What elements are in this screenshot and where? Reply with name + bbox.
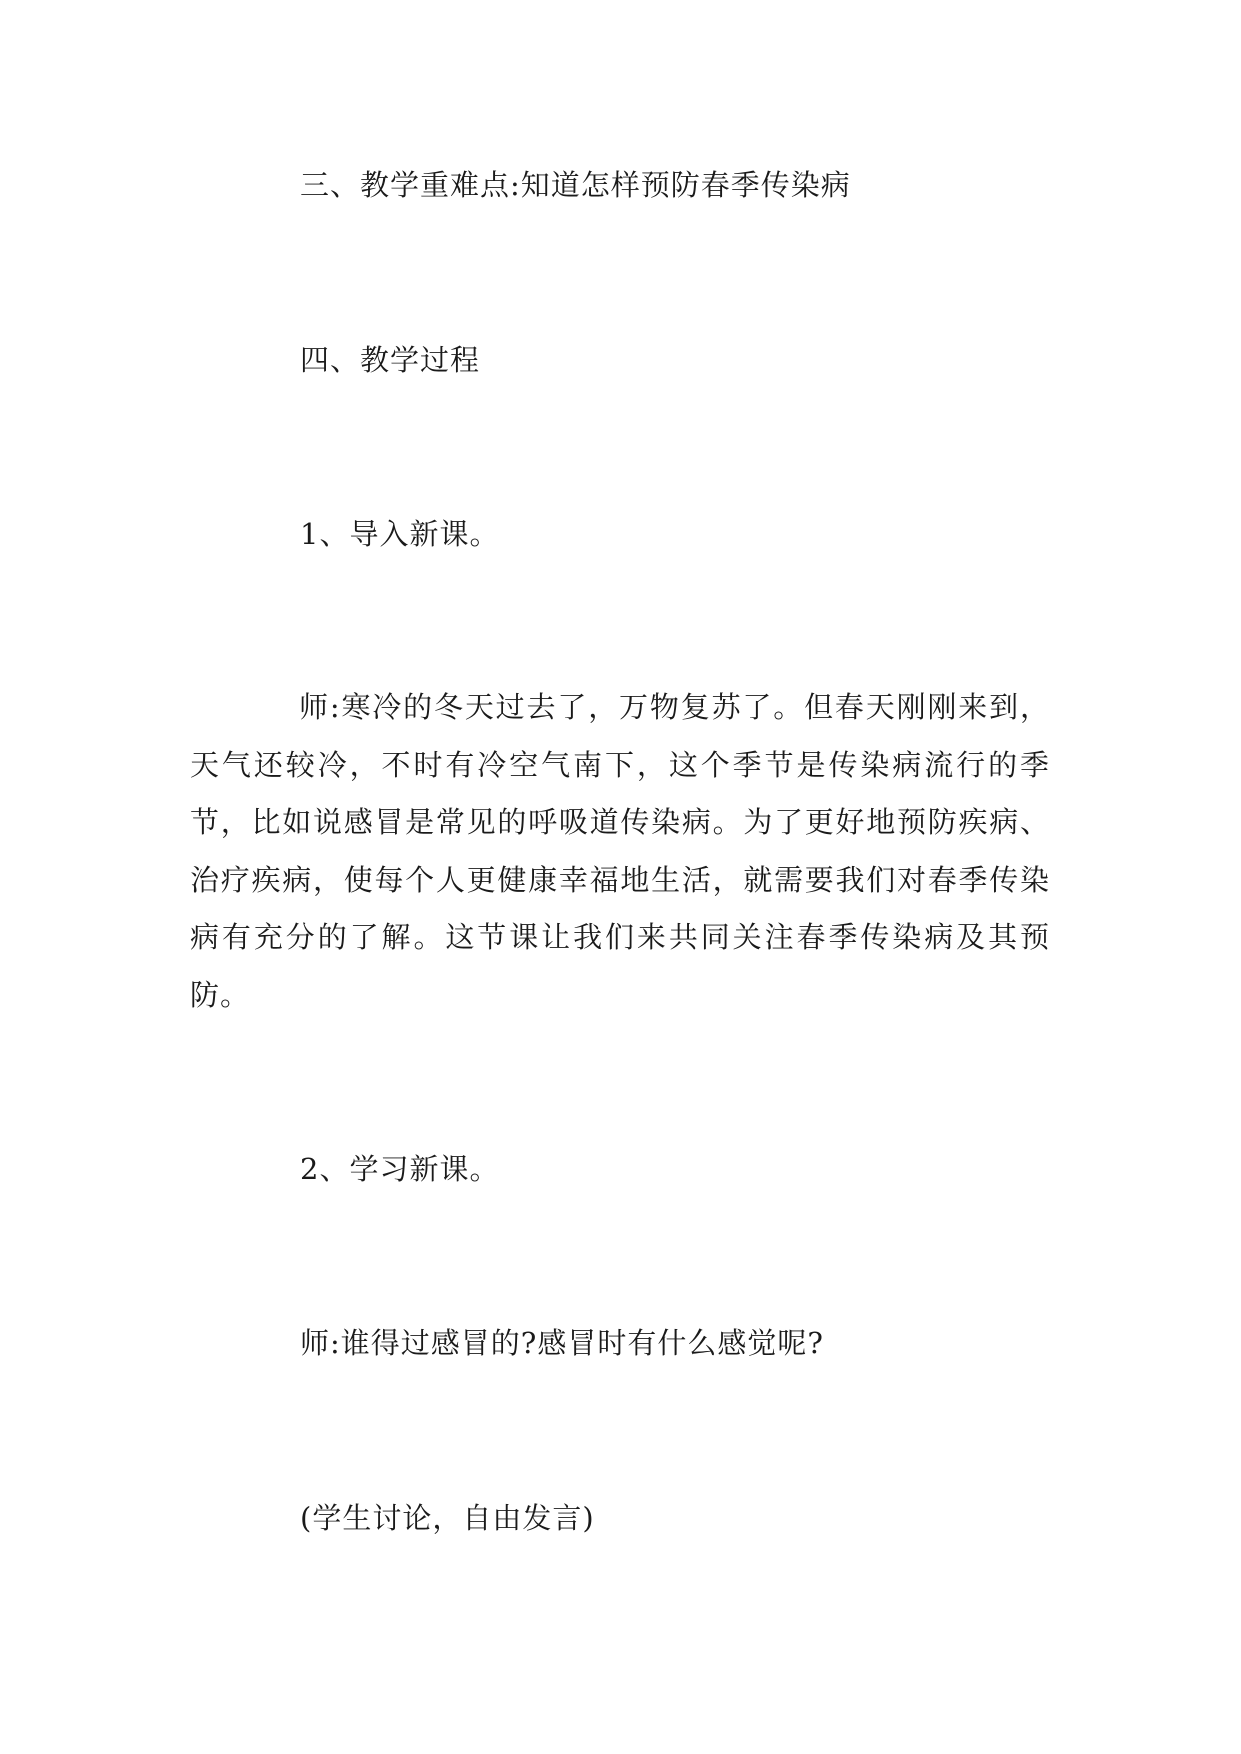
- intro-paragraph: 师:寒冷的冬天过去了，万物复苏了。但春天刚刚来到，天气还较冷，不时有冷空气南下，这个季节是传染病流行的季节，比如说感冒是常见的呼吸道传染病。为了更好地预防疾病、治疗疾病，使每个人更健康幸福地生活，就需要我们对春季传染病有充分的了解。这节课让我们来共同关注春季传染病及其预防。: [190, 690, 1050, 1012]
- student-discussion-note: (学生讨论，自由发言): [300, 1501, 595, 1535]
- section-heading-teaching-process: 四、教学过程: [300, 343, 481, 377]
- section-heading-key-points: 三、教学重难点:知道怎样预防春季传染病: [300, 168, 851, 202]
- step-learn-new-lesson: 2、学习新课。: [300, 1152, 500, 1186]
- teacher-question: 师:谁得过感冒的?感冒时有什么感觉呢?: [300, 1326, 824, 1360]
- step-intro-new-lesson: 1、导入新课。: [300, 517, 500, 551]
